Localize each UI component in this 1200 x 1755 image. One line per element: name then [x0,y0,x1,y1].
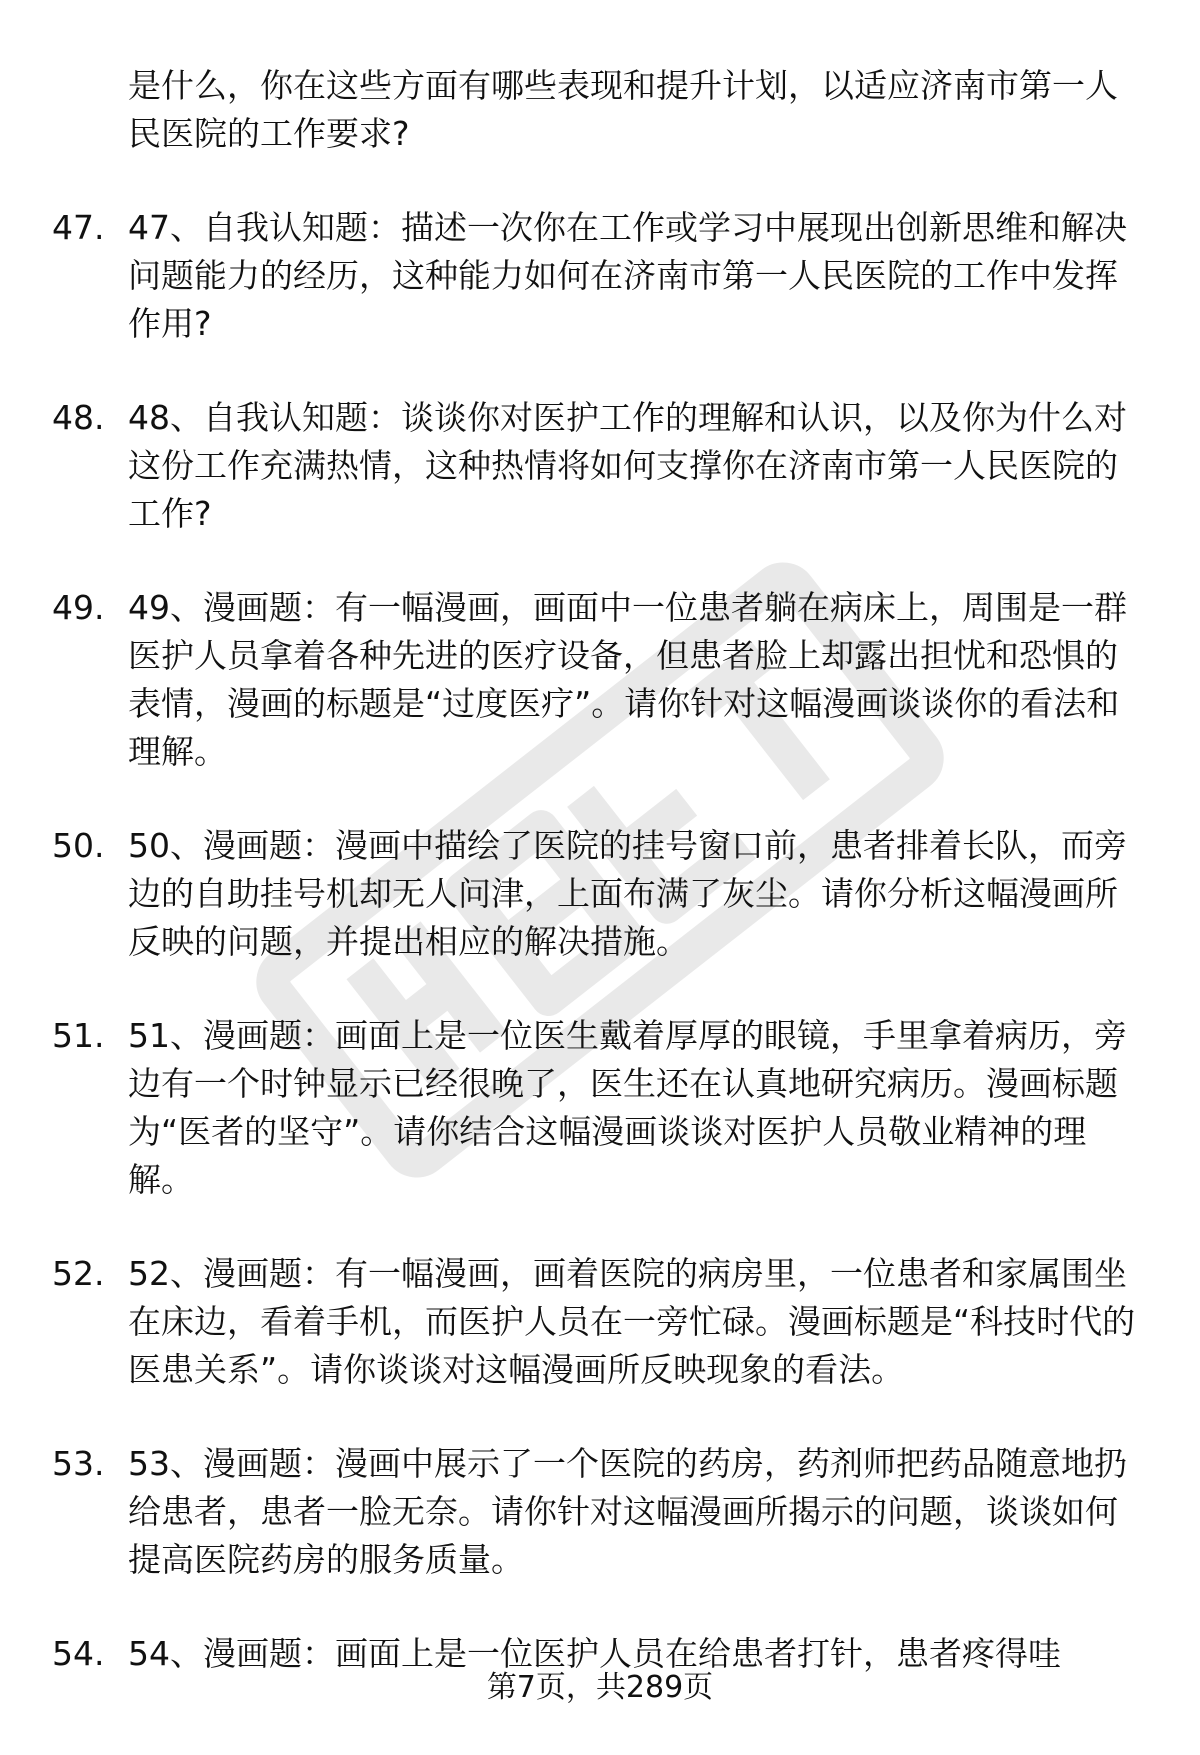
list-item [52,822,1147,966]
item-number: 50. [52,826,105,865]
document-body [52,62,1147,1724]
list-item [52,204,1147,348]
item-text: 47、自我认知题：描述一次你在工作或学习中展现出创新思维和解决问题能力的经历，这种能力如何在济南市第一人民医院的工作中发挥作用? [128,208,1127,343]
item-text: 51、漫画题：画面上是一位医生戴着厚厚的眼镜，手里拿着病历，旁边有一个时钟显示已经很晚了，医生还在认真地研究病历。漫画标题为“医者的坚守”。请你结合这幅漫画谈谈对医护人员敬业精神的理解。 [128,1016,1127,1199]
item-text: 54、漫画题：画面上是一位医护人员在给患者打针，患者疼得哇 [128,1634,1061,1673]
item-number: 52. [52,1254,105,1293]
list-item [52,1012,1147,1204]
item-text: 50、漫画题：漫画中描绘了医院的挂号窗口前，患者排着长队，而旁边的自助挂号机却无人问津，上面布满了灰尘。请你分析这幅漫画所反映的问题，并提出相应的解决措施。 [128,826,1127,961]
page-number-footer: 第7页，共289页 [486,1670,714,1705]
item-text: 52、漫画题：有一幅漫画，画着医院的病房里，一位患者和家属围坐在床边，看着手机，而医护人员在一旁忙碌。漫画标题是“科技时代的医患关系”。请你谈谈对这幅漫画所反映现象的看法。 [128,1254,1136,1389]
item-number: 47. [52,208,105,247]
item-text: 53、漫画题：漫画中展示了一个医院的药房，药剂师把药品随意地扔给患者，患者一脸无奈。请你针对这幅漫画所揭示的问题，谈谈如何提高医院药房的服务质量。 [128,1444,1127,1579]
item-text: 49、漫画题：有一幅漫画，画面中一位患者躺在病床上，周围是一群医护人员拿着各种先进的医疗设备，但患者脸上却露出担忧和恐惧的表情，漫画的标题是“过度医疗”。请你针对这幅漫画谈谈你的看法和理解。 [128,588,1127,771]
item-number: 54. [52,1634,105,1673]
item-number: 48. [52,398,105,437]
list-item [52,1440,1147,1584]
continuation-paragraph: 是什么，你在这些方面有哪些表现和提升计划，以适应济南市第一人民医院的工作要求? [128,66,1118,153]
item-number: 53. [52,1444,105,1483]
list-item [52,394,1147,538]
list-item [52,584,1147,776]
item-text: 48、自我认知题：谈谈你对医护工作的理解和认识，以及你为什么对这份工作充满热情，这种热情将如何支撑你在济南市第一人民医院的工作? [128,398,1127,533]
list-item [52,1250,1147,1394]
item-number: 51. [52,1016,105,1055]
item-number: 49. [52,588,105,627]
